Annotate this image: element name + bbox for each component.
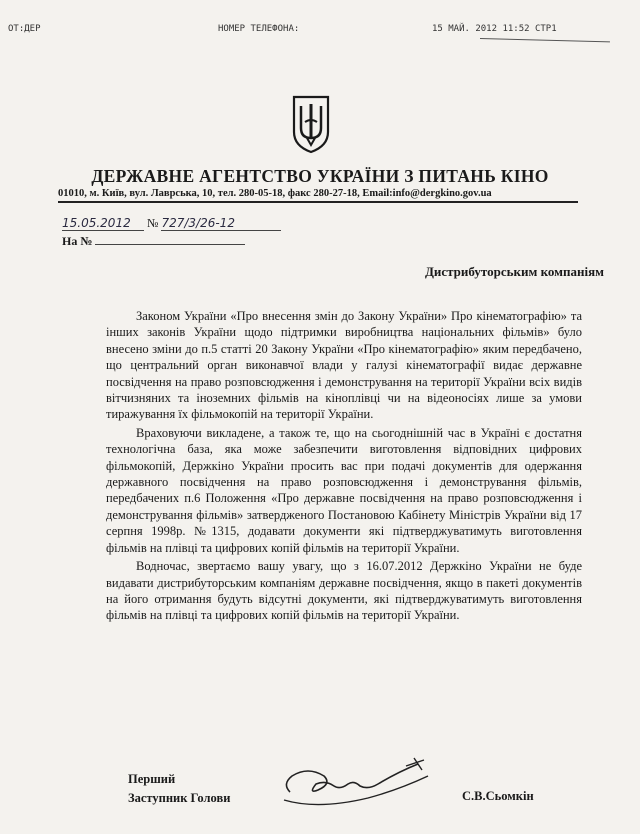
incoming-reference bbox=[62, 234, 245, 249]
handwritten-signature bbox=[278, 754, 438, 810]
recipient: Дистрибуторським компаніям bbox=[424, 264, 604, 279]
paragraph: Законом України «Про внесення змін до Закону України» Про кінематографію» та інших законів України щодо підтримки виробництва національних фільмів» було внесено зміни до п.5 статті 20 Закону України «Про кінематографію» яким передбачено, що центральний орган виконавчої влади у галузі кінематографії видає державне посвідчення на право розповсюдження і демонстрування на території України всіх видів вітчизняних та іноземних фільмів на кіноплівці чи на відеоносіях лише за умови тиражування їх фільмокопій на території України. bbox=[106, 309, 582, 422]
signatory-title bbox=[128, 770, 230, 808]
fax-from: ОТ:ДЕР bbox=[8, 24, 41, 34]
ref-number-label: № bbox=[147, 216, 159, 230]
trident-emblem-icon bbox=[291, 94, 331, 154]
letter-body bbox=[106, 308, 582, 626]
signatory-title-line: Перший bbox=[128, 772, 176, 786]
reply-number-blank bbox=[95, 244, 245, 245]
fax-header bbox=[0, 24, 640, 40]
agency-title: ДЕРЖАВНЕ АГЕНТСТВО УКРАЇНИ З ПИТАНЬ КІНО bbox=[91, 166, 549, 186]
paragraph: Водночас, звертаємо вашу увагу, що з 16.07.2012 Держкіно України не буде видавати дистрибуторським компаніям державне посвідчення, якщо в пакеті документів на його отримання будуть відсутні документи, які підтверджуватимуть виготовлення фільмів на плівці та цифрових копій фільмів на території України. bbox=[106, 559, 582, 623]
outgoing-reference bbox=[62, 216, 281, 231]
reply-label: На № bbox=[62, 234, 93, 248]
signatory-name: С.В.Сьомкін bbox=[462, 789, 534, 803]
ref-date: 15.05.2012 bbox=[62, 216, 144, 231]
fax-underline bbox=[480, 38, 610, 42]
fax-phone-label: НОМЕР ТЕЛЕФОНА: bbox=[218, 24, 300, 34]
signatory-title-line: Заступник Голови bbox=[128, 791, 231, 805]
ref-number: 727/3/26-12 bbox=[161, 216, 281, 231]
fax-date-page bbox=[432, 24, 557, 34]
paragraph: Враховуючи викладене, а також те, що на сьогоднішній час в Україні є достатня технологічна база, яка може забезпечити виготовлення відповідних цифрових фільмокопій, Держкіно України просить вас при подачі документів для одержання державного посвідчення на право розповсюдження і демонстрування фільмів, передбачених п.6 Положення «Про державне посвідчення на право розповсюдження і демонстрування фільмів» затвердженого Постановою Кабінету Міністрів України від 17 серпня 1998р. №1315, додавати документи які підтверджуватимуть виготовлення фільмів на плівці та цифрових копій фільмів на території України. bbox=[106, 425, 582, 555]
fax-page: СТР1 bbox=[534, 24, 557, 34]
fax-datetime: 15 МАЙ. 2012 11:52 bbox=[432, 24, 530, 34]
agency-address: 01010, м. Київ, вул. Лаврська, 10, тел. 280-05-18, факс 280-27-18, Email:info@dergkino.gov.ua bbox=[58, 188, 578, 203]
